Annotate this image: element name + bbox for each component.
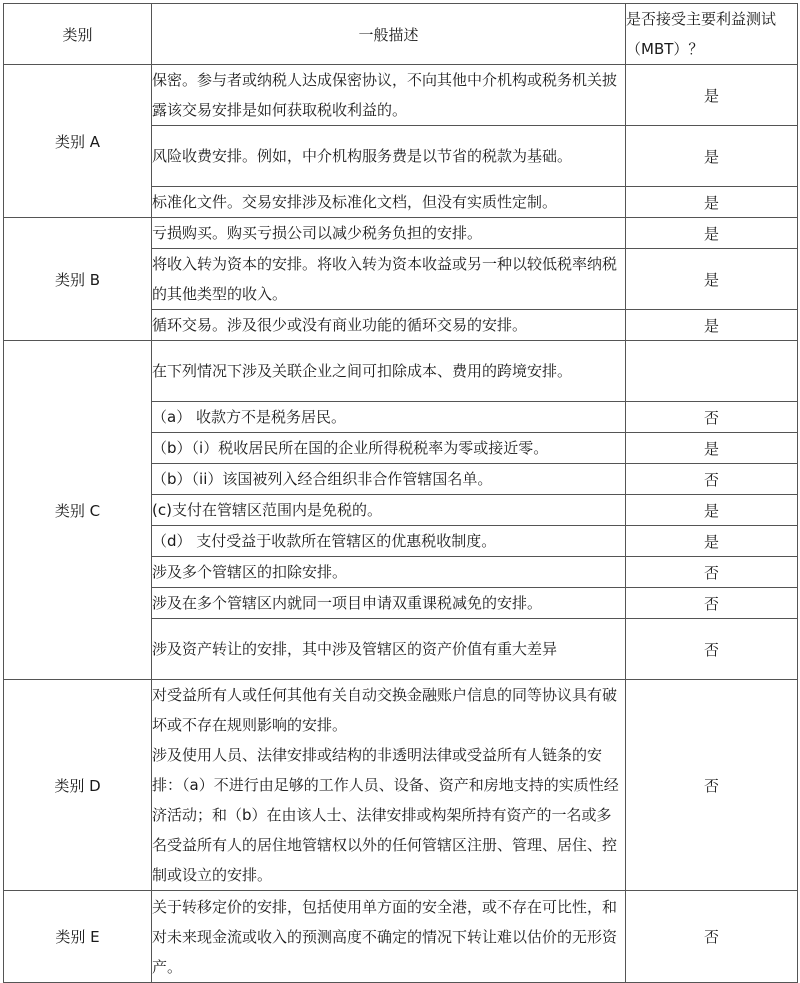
row-description: 风险收费安排。例如，中介机构服务费是以节省的税款为基础。 [152, 126, 626, 187]
row-answer: 否 [626, 680, 798, 891]
row-description: （d） 支付受益于收款所在管辖区的优惠税收制度。 [152, 526, 626, 557]
row-description: 将收入转为资本的安排。将收入转为资本收益或另一种以较低税率纳税的其他类型的收入。 [152, 249, 626, 310]
row-description: 涉及资产转让的安排，其中涉及管辖区的资产价值有重大差异 [152, 619, 626, 680]
row-description: 涉及多个管辖区的扣除安排。 [152, 557, 626, 588]
row-description: （b）（ii）该国被列入经合组织非合作管辖国名单。 [152, 464, 626, 495]
row-answer: 是 [626, 495, 798, 526]
row-description: 标准化文件。交易安排涉及标准化文档，但没有实质性定制。 [152, 187, 626, 218]
row-answer: 否 [626, 464, 798, 495]
row-answer: 否 [626, 619, 798, 680]
category-e-label: 类别 E [4, 891, 152, 983]
row-answer: 是 [626, 126, 798, 187]
row-description [152, 680, 626, 891]
header-row [4, 4, 798, 65]
row-answer: 是 [626, 65, 798, 126]
category-a-label: 类别 A [4, 65, 152, 218]
row-answer: 是 [626, 526, 798, 557]
header-category: 类别 [4, 4, 152, 65]
table-row [4, 65, 798, 126]
header-description: 一般描述 [152, 4, 626, 65]
row-description: 保密。参与者或纳税人达成保密协议，不向其他中介机构或税务机关披露该交易安排是如何获取税收利益的。 [152, 65, 626, 126]
description-paragraph: 对受益所有人或任何其他有关自动交换金融账户信息的同等协议具有破坏或不存在规则影响的安排。 [152, 686, 618, 734]
row-description: 亏损购买。购买亏损公司以减少税务负担的安排。 [152, 218, 626, 249]
row-answer: 是 [626, 310, 798, 341]
row-answer: 是 [626, 249, 798, 310]
row-description [152, 891, 626, 983]
category-c-label: 类别 C [4, 341, 152, 680]
row-answer: 是 [626, 218, 798, 249]
mbt-hallmarks-table [3, 3, 798, 983]
row-description: （a） 收款方不是税务居民。 [152, 402, 626, 433]
row-description: 循环交易。涉及很少或没有商业功能的循环交易的安排。 [152, 310, 626, 341]
table-row [4, 218, 798, 249]
table-row [4, 891, 798, 983]
row-answer: 否 [626, 557, 798, 588]
description-paragraph: 关于转移定价的安排，包括使用单方面的安全港，或不存在可比性，和对未来现金流或收入的预测高度不确定的情况下转让难以估价的无形资产。 [152, 897, 618, 976]
category-d-label: 类别 D [4, 680, 152, 891]
row-description: （b）（i）税收居民所在国的企业所得税税率为零或接近零。 [152, 433, 626, 464]
table-row [4, 680, 798, 891]
row-answer: 是 [626, 433, 798, 464]
row-answer: 否 [626, 402, 798, 433]
description-paragraph: 涉及使用人员、法律安排或结构的非透明法律或受益所有人链条的安排：（a）不进行由足够的工作人员、设备、资产和房地支持的实质性经济活动；和（b）在由该人士、法律安排或构架所持有资产的一名或多名受益所有人的居住地管辖权以外的任何管辖区注册、管理、居住、控制或设立的安排。 [152, 746, 619, 884]
category-b-label: 类别 B [4, 218, 152, 341]
row-description: (c)支付在管辖区范围内是免税的。 [152, 495, 626, 526]
row-answer: 否 [626, 588, 798, 619]
table-row [4, 341, 798, 402]
header-mbt: 是否接受主要利益测试（MBT）？ [626, 4, 798, 65]
row-answer: 是 [626, 187, 798, 218]
row-answer: 否 [626, 891, 798, 983]
row-description: 在下列情况下涉及关联企业之间可扣除成本、费用的跨境安排。 [152, 341, 626, 402]
row-description: 涉及在多个管辖区内就同一项目申请双重课税减免的安排。 [152, 588, 626, 619]
row-answer [626, 341, 798, 402]
